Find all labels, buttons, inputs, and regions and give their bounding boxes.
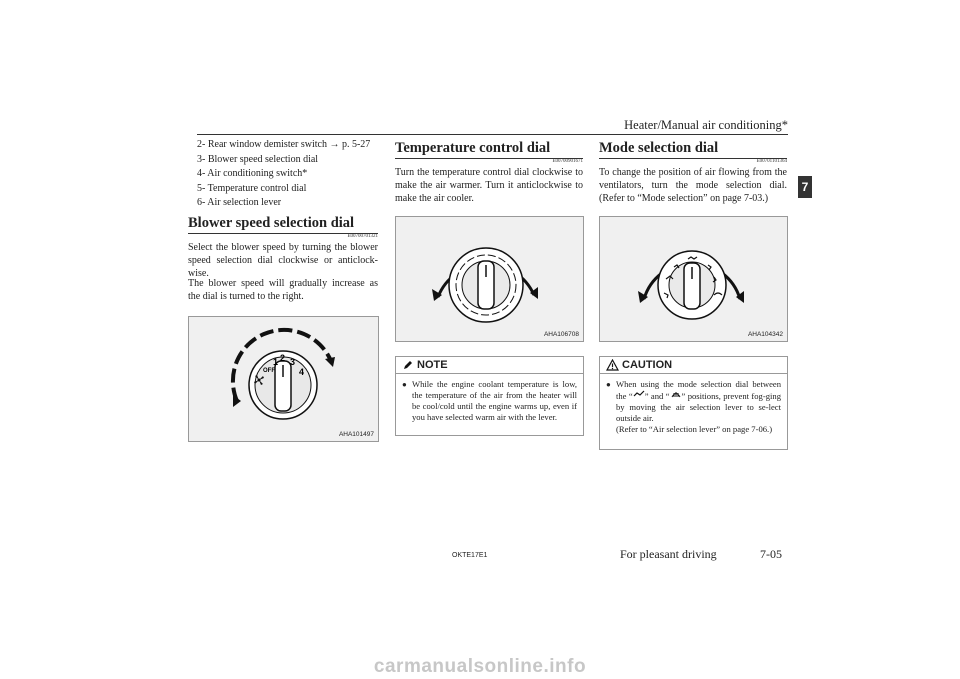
- caution-text: When using the mode selection dial between the “ ” and “ ” positions, prevent fog-ging by moving the air selection lever to se-lect outside air. (Refer to “Air selection lever” on page 7-06.): [616, 379, 781, 434]
- caution-title: CAUTION: [622, 359, 673, 371]
- list-item: 5- Temperature control dial: [197, 182, 307, 194]
- blower-dial-figure: [188, 316, 379, 442]
- temperature-dial-illustration: [396, 217, 583, 341]
- blower-heading: Blower speed selection dial: [188, 215, 355, 231]
- header-rule: [197, 134, 788, 135]
- note-title: NOTE: [417, 359, 448, 371]
- note-box: [395, 356, 584, 436]
- mode-dial-illustration: [600, 217, 787, 341]
- component-list: [197, 138, 370, 211]
- blower-para-1: Select the blower speed by turning the blower speed selection dial clockwise or anticlock-wise.: [188, 242, 378, 279]
- note-text: While the engine coolant temperature is low, the temperature of the air from the heater will be cool/cold until the engine warms up, even if you have selected warm air with the lever.: [412, 379, 577, 422]
- mode-dial-figure: [599, 216, 788, 342]
- mode-code: E00701101364: [756, 159, 787, 164]
- mode-figure-label: AHA104342: [747, 331, 783, 338]
- watermark: carmanualsonline.info: [373, 656, 587, 677]
- list-item: 2- Rear window demister switch → p. 5-27: [197, 139, 371, 150]
- bullet-icon: ●: [606, 380, 611, 389]
- dial-label-3: 3: [290, 357, 296, 367]
- floor-demister-airflow-icon: [670, 390, 682, 399]
- temperature-dial-figure: [395, 216, 584, 342]
- bullet-icon: ●: [402, 380, 407, 389]
- temperature-heading: Temperature control dial: [395, 140, 551, 156]
- face-floor-airflow-icon: [633, 390, 645, 399]
- dial-label-1: 1: [273, 357, 279, 367]
- caution-reference: (Refer to “Air selection lever” on page 7-06.): [616, 424, 773, 434]
- caution-header: [600, 357, 787, 374]
- mode-para: To change the position of air flowing from the ventilators, turn the mode selection dial. (Refer to “Mode selection” on page 7-03.): [599, 167, 787, 204]
- dial-label-4: 4: [299, 367, 305, 377]
- temperature-para: Turn the temperature control dial clockwise to make the air warmer. Turn it anticlockwise to make the air cooler.: [395, 167, 583, 204]
- caution-box: [599, 356, 788, 450]
- list-item: 4- Air conditioning switch*: [197, 168, 308, 179]
- document-code: OKTE17E1: [452, 552, 488, 559]
- running-header: Heater/Manual air conditioning*: [624, 118, 788, 132]
- mode-heading: Mode selection dial: [599, 140, 719, 156]
- dial-label-2: 2: [280, 353, 286, 363]
- pencil-icon: [402, 359, 414, 371]
- page-number: 7-05: [760, 547, 782, 561]
- blower-figure-label: AHA101497: [338, 431, 374, 438]
- list-item: 3- Blower speed selection dial: [197, 153, 319, 165]
- list-item: 6- Air selection lever: [197, 197, 282, 208]
- temperature-figure-label: AHA106708: [543, 331, 579, 338]
- blower-para-2: The blower speed will gradually increase as the dial is turned to the right.: [188, 278, 378, 302]
- temperature-code: E00700901671: [552, 159, 583, 164]
- footer-section: For pleasant driving: [620, 547, 717, 561]
- blower-code: E00700701321: [347, 234, 378, 239]
- note-header: [396, 357, 583, 374]
- dial-label-off: OFF: [263, 368, 275, 374]
- warning-triangle-icon: [606, 359, 619, 371]
- blower-dial-illustration: [189, 317, 378, 441]
- chapter-tab: 7: [798, 176, 812, 198]
